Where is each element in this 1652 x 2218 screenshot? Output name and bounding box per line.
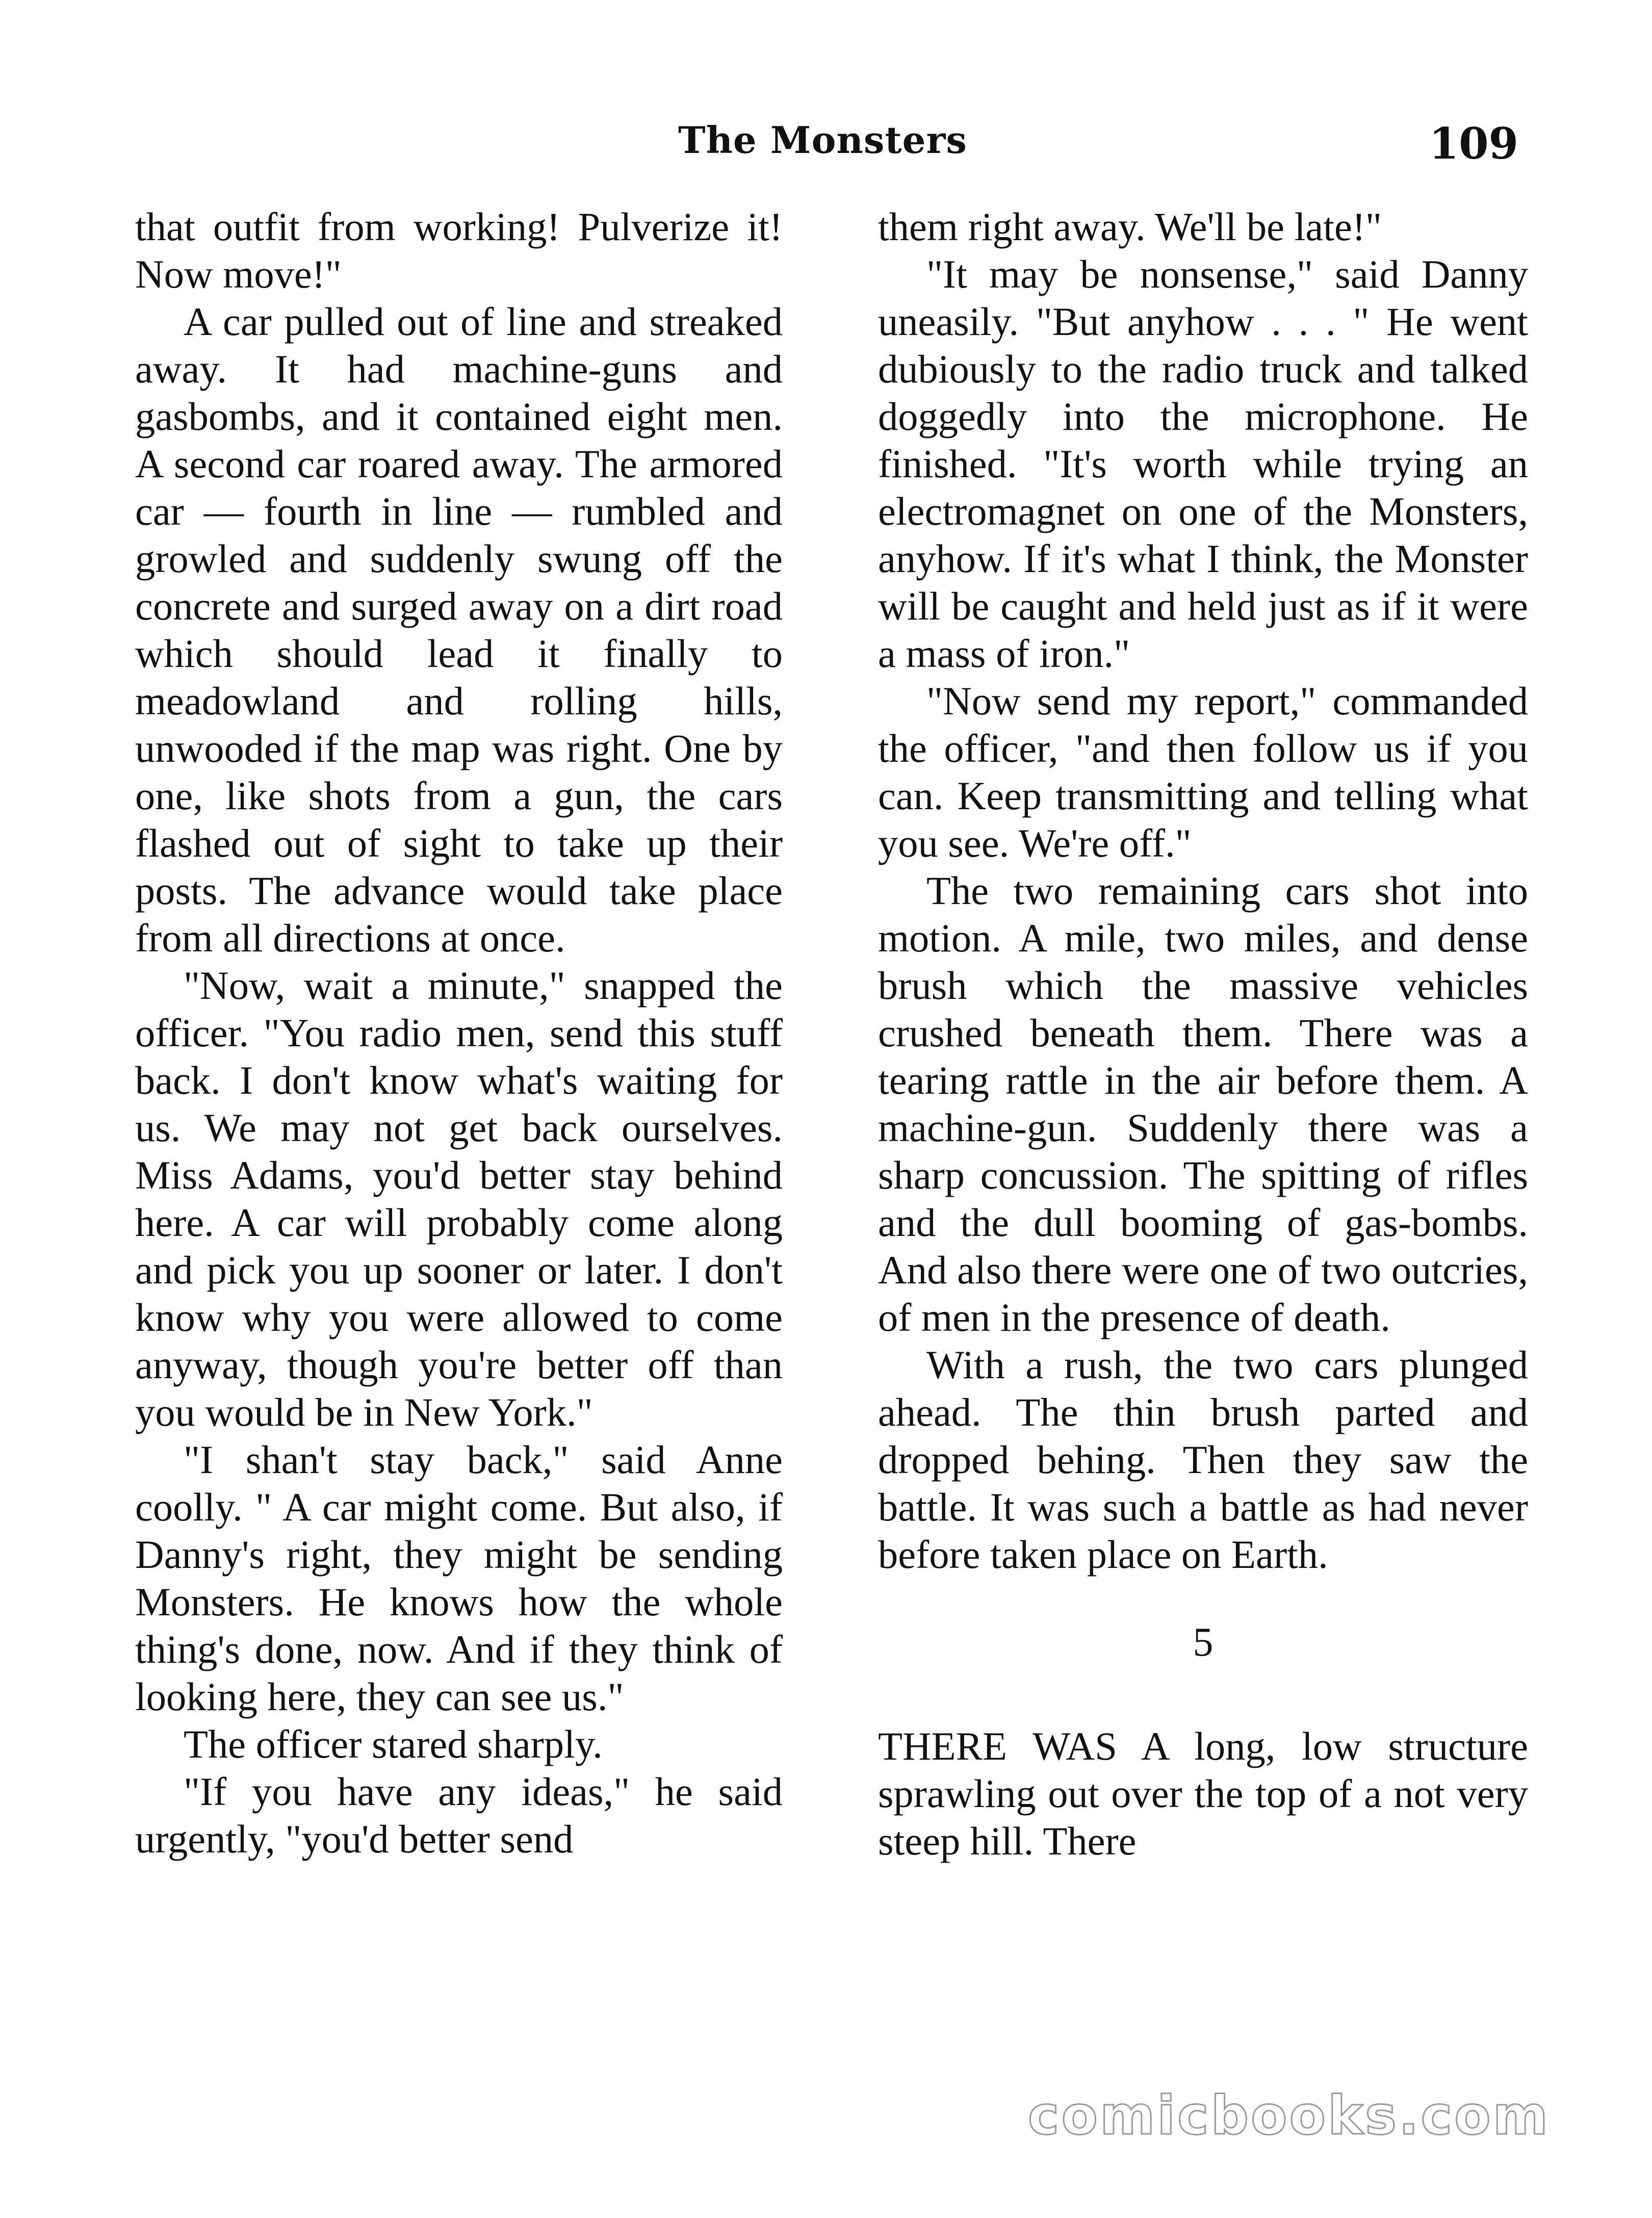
paragraph: The officer stared sharply.: [184, 1722, 603, 1766]
right-column: [878, 203, 1528, 1865]
running-header: [0, 118, 1652, 174]
left-column: [135, 203, 783, 1863]
paragraph: that outfit from working! Pulverize it! Now move!": [135, 204, 783, 296]
page-number: 109: [1429, 118, 1518, 169]
paragraph: "I shan't stay back," said Anne coolly. " A car might come. But also, if Danny's right, they might be sending Monsters. He knows how the whole thing's done, now. And if they think of looking here, they can see us.": [135, 1437, 783, 1719]
paragraph: The two remaining cars shot into motion. A mile, two miles, and dense brush which the massive vehicles crushed beneath them. There was a tearing rattle in the air before them. A machine-gun. Suddenly there was a sharp concussion. The spitting of rifles and the dull booming of gas-bombs. And also there were one of two outcries, of men in the presence of death.: [878, 868, 1528, 1339]
paragraph: "Now, wait a minute," snapped the officer. "You radio men, send this stuff back. I don't know what's waiting for us. We may not get back ourselves. Miss Adams, you'd better stay behind here. A car will probably come along and pick you up sooner or later. I don't know why you were allowed to come anyway, though you're better off than you would be in New York.": [135, 963, 783, 1434]
running-title: The Monsters: [678, 118, 967, 162]
section-number: 5: [1193, 1620, 1214, 1665]
paragraph: "It may be nonsense," said Danny uneasily. "But anyhow . . . " He went dubiously to the radio truck and talked doggedly into the microphone. He finished. "It's worth while trying an electromagnet on one of the Monsters, anyhow. If it's what I think, the Monster will be caught and held just as if it were a mass of iron.": [878, 252, 1528, 676]
paragraph: A car pulled out of line and streaked away. It had machine-guns and gasbombs, and it contained eight men. A second car roared away. The armored car — fourth in line — rumbled and growled and suddenly swung off the concrete and surged away on a dirt road which should lead it finally to meadowland and rolling hills, unwooded if the map was right. One by one, like shots from a gun, the cars flashed out of sight to take up their posts. The advance would take place from all directions at once.: [135, 299, 783, 960]
watermark: comicbooks.com: [1027, 2084, 1550, 2147]
section-opening-paragraph: THERE WAS A long, low structure sprawling out over the top of a not very steep hill. There: [878, 1724, 1528, 1863]
paragraph: them right away. We'll be late!": [878, 204, 1382, 249]
paragraph: With a rush, the two cars plunged ahead. The thin brush parted and dropped behing. Then they saw the battle. It was such a battle as had never before taken place on Earth.: [878, 1343, 1528, 1577]
paragraph: "If you have any ideas," he said urgently, "you'd better send: [135, 1769, 783, 1861]
paragraph: "Now send my report," commanded the officer, "and then follow us if you can. Keep transmitting and telling what you see. We're off.": [878, 679, 1528, 865]
